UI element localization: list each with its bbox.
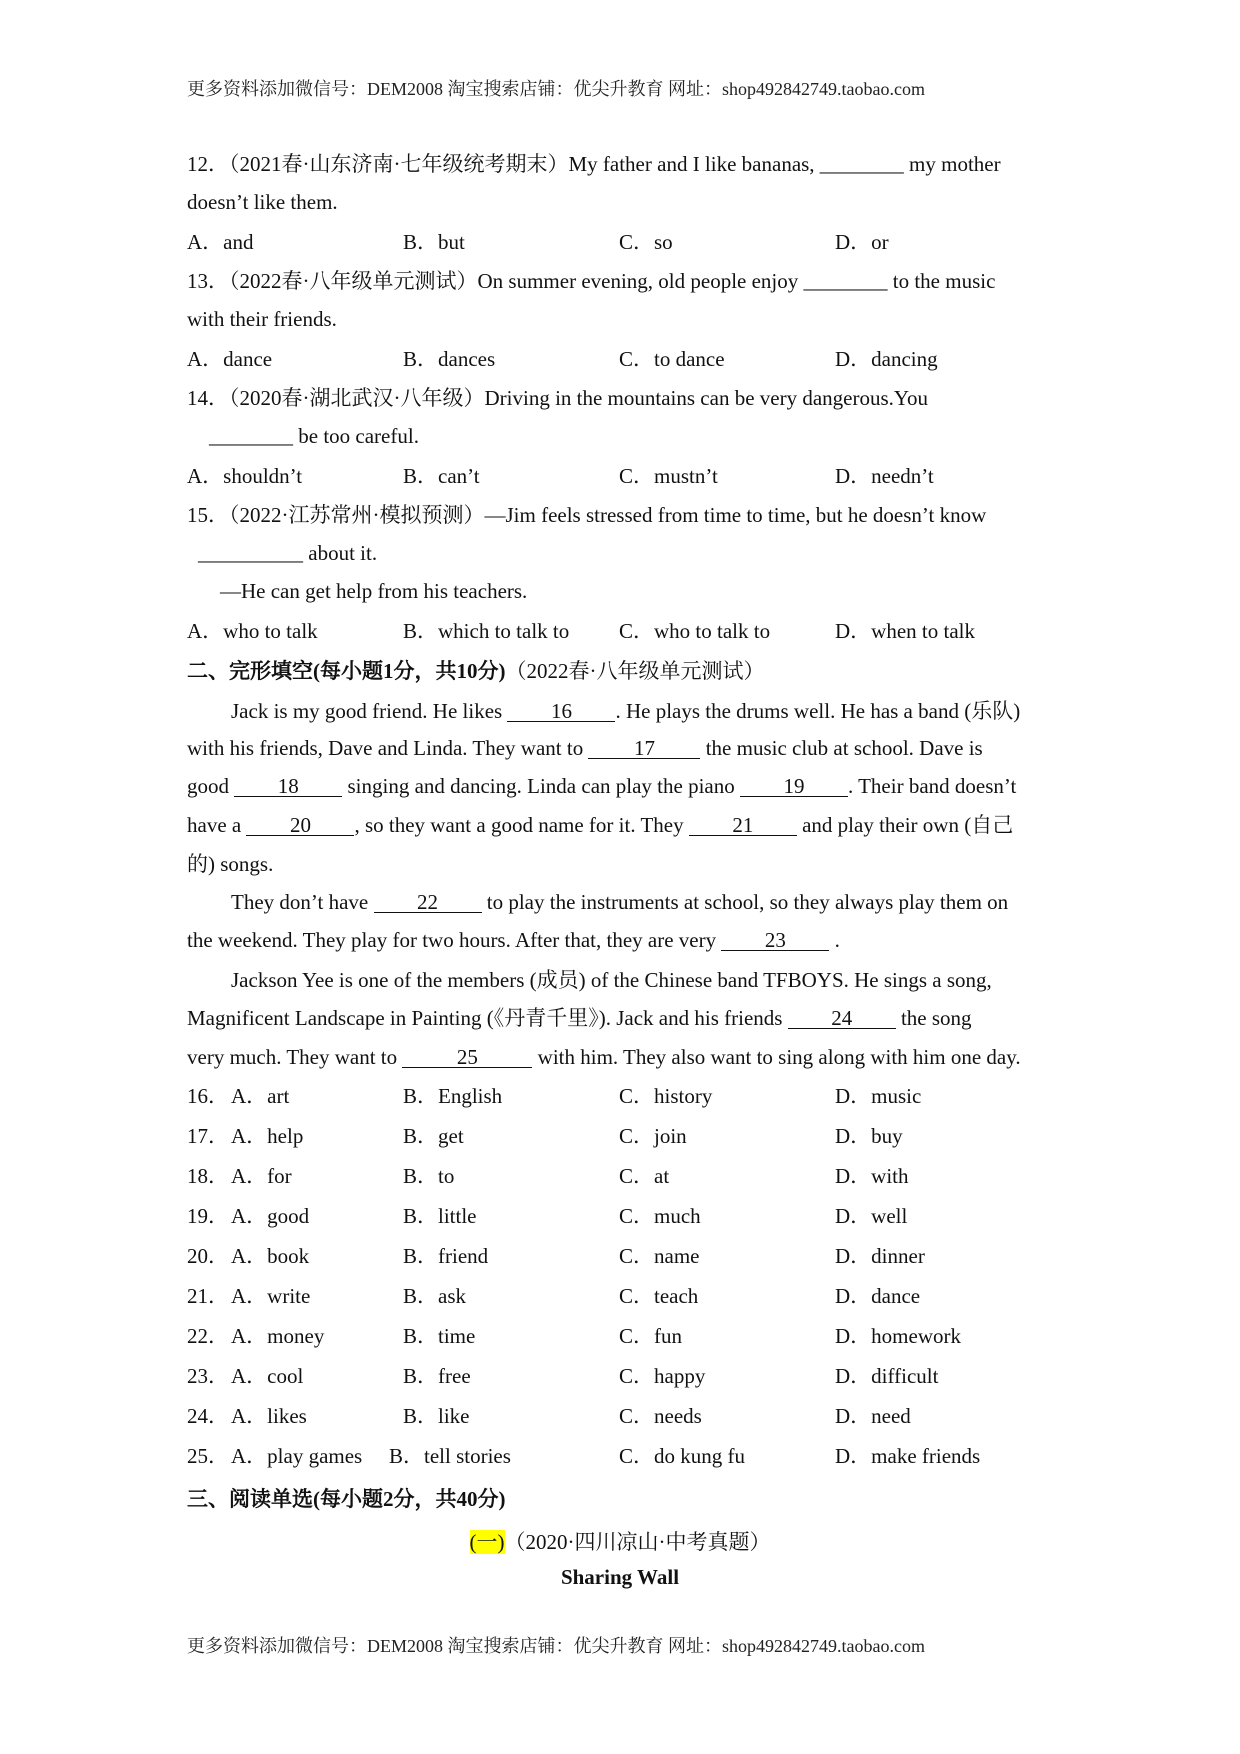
q13-option-c[interactable]: C．to dance [619, 347, 725, 371]
option-d[interactable]: D．make friends [835, 1444, 981, 1468]
q14-option-b[interactable]: B．can’t [403, 464, 480, 488]
q15-option-d[interactable]: D．when to talk [835, 619, 975, 643]
option-b[interactable]: B．time [403, 1324, 476, 1348]
q14-option-d[interactable]: D．needn’t [835, 464, 934, 488]
section-3-heading: 三、阅读单选(每小题2分，共40分) [187, 1487, 506, 1511]
option-c[interactable]: C．history [619, 1084, 713, 1108]
section-2-title: 二、完形填空(每小题1分，共10分) [187, 659, 506, 683]
option-a[interactable]: A．art [231, 1084, 290, 1108]
option-a[interactable]: A．good [231, 1204, 310, 1228]
question-number: 24． [187, 1404, 229, 1428]
option-b[interactable]: B．little [403, 1204, 477, 1228]
blank-21[interactable]: 21 [689, 815, 797, 836]
page-footer: 更多资料添加微信号：DEM2008 淘宝搜索店铺：优尖升教育 网址：shop492842749.taobao.com [187, 1636, 925, 1656]
option-d[interactable]: D．dance [835, 1284, 921, 1308]
blank-18[interactable]: 18 [234, 776, 342, 797]
question-number: 18． [187, 1164, 229, 1188]
option-a[interactable]: A．write [231, 1284, 311, 1308]
page-header: 更多资料添加微信号：DEM2008 淘宝搜索店铺：优尖升教育 网址：shop492842749.taobao.com [187, 79, 925, 99]
option-d[interactable]: D．difficult [835, 1364, 939, 1388]
question-number: 16． [187, 1084, 229, 1108]
option-a[interactable]: A．likes [231, 1404, 307, 1428]
option-d[interactable]: D．homework [835, 1324, 961, 1348]
passage-title: Sharing Wall [560, 1565, 680, 1589]
option-a[interactable]: A．cool [231, 1364, 304, 1388]
q12-option-a[interactable]: A．and [187, 230, 254, 254]
blank-20[interactable]: 20 [246, 815, 354, 836]
option-c[interactable]: C．needs [619, 1404, 702, 1428]
option-c[interactable]: C．fun [619, 1324, 682, 1348]
option-b[interactable]: B．friend [403, 1244, 489, 1268]
q12-option-d[interactable]: D．or [835, 230, 889, 254]
passage-line: very much. They want to 25 with him. They also want to sing along with him one day. [187, 1045, 1021, 1069]
passage-line: They don’t have 22 to play the instruments at school, so they always play them on [231, 890, 1009, 914]
option-b[interactable]: B．ask [403, 1284, 466, 1308]
option-a[interactable]: A．for [231, 1164, 292, 1188]
option-d[interactable]: D．dinner [835, 1244, 925, 1268]
q13-stem: 13．（2022春·八年级单元测试）On summer evening, old people enjoy ________ to the music [187, 269, 996, 293]
passage-line: Jack is my good friend. He likes 16 . He plays the drums well. He has a band (乐队) [231, 699, 1021, 723]
question-number: 23． [187, 1364, 229, 1388]
section-2-heading [187, 659, 765, 683]
q15-option-c[interactable]: C．who to talk to [619, 619, 771, 643]
option-c[interactable]: C．happy [619, 1364, 706, 1388]
blank-23[interactable]: 23 [721, 930, 829, 951]
q14-stem-cont: ________ be too careful. [209, 424, 419, 448]
option-c[interactable]: C．at [619, 1164, 670, 1188]
q12-option-c[interactable]: C．so [619, 230, 673, 254]
blank-19[interactable]: 19 [740, 776, 848, 797]
question-number: 20． [187, 1244, 229, 1268]
option-c[interactable]: C．much [619, 1204, 701, 1228]
option-d[interactable]: D．well [835, 1204, 908, 1228]
option-a[interactable]: A．help [231, 1124, 304, 1148]
question-number: 22． [187, 1324, 229, 1348]
option-a[interactable]: A．money [231, 1324, 325, 1348]
blank-24[interactable]: 24 [788, 1008, 896, 1029]
blank-25[interactable]: 25 [402, 1047, 532, 1068]
option-c[interactable]: C．join [619, 1124, 687, 1148]
q15-reply: —He can get help from his teachers. [220, 579, 528, 603]
passage-line: good 18 singing and dancing. Linda can play the piano 19 . Their band doesn’t [187, 774, 1017, 798]
option-b[interactable]: B．to [403, 1164, 455, 1188]
passage-line: have a 20 , so they want a good name for it. They 21 and play their own (自己 [187, 813, 1014, 837]
blank-17[interactable]: 17 [588, 738, 700, 759]
q12-stem-cont: doesn’t like them. [187, 190, 338, 214]
q14-stem: 14．（2020春·湖北武汉·八年级）Driving in the mountains can be very dangerous.You [187, 386, 928, 410]
passage-line: Jackson Yee is one of the members (成员) of the Chinese band TFBOYS. He sings a song, [231, 968, 992, 992]
option-a[interactable]: A．book [231, 1244, 310, 1268]
option-b[interactable]: B．free [403, 1364, 471, 1388]
option-d[interactable]: D．with [835, 1164, 909, 1188]
section-2-source: （2022春·八年级单元测试） [505, 659, 765, 683]
q14-option-c[interactable]: C．mustn’t [619, 464, 718, 488]
q12-stem: 12．（2021春·山东济南·七年级统考期末）My father and I like bananas, ________ my mother [187, 152, 1001, 176]
passage-line: 的) songs. [187, 852, 274, 876]
q15-stem-cont: __________ about it. [198, 541, 378, 565]
part-source: （2020·四川凉山·中考真题） [504, 1530, 771, 1554]
question-number: 17． [187, 1124, 229, 1148]
q15-option-b[interactable]: B．which to talk to [403, 619, 570, 643]
option-c[interactable]: C．do kung fu [619, 1444, 745, 1468]
blank-22[interactable]: 22 [374, 892, 482, 913]
part-label: (一) [469, 1530, 505, 1554]
q15-stem: 15．（2022·江苏常州·模拟预测）—Jim feels stressed from time to time, but he doesn’t know [187, 503, 987, 527]
q12-option-b[interactable]: B．but [403, 230, 465, 254]
option-d[interactable]: D．need [835, 1404, 911, 1428]
option-a[interactable]: A．play games [231, 1444, 363, 1468]
option-b[interactable]: B．English [403, 1084, 503, 1108]
question-number: 21． [187, 1284, 229, 1308]
question-number: 19． [187, 1204, 229, 1228]
blank-16[interactable]: 16 [507, 701, 615, 722]
option-d[interactable]: D．buy [835, 1124, 903, 1148]
q13-stem-cont: with their friends. [187, 307, 337, 331]
option-b[interactable]: B．get [403, 1124, 464, 1148]
q13-option-d[interactable]: D．dancing [835, 347, 938, 371]
question-number: 25． [187, 1444, 229, 1468]
passage-line: Magnificent Landscape in Painting (《丹青千里》). Jack and his friends 24 the song [187, 1006, 972, 1030]
option-b[interactable]: B．like [403, 1404, 470, 1428]
reading-part-heading [0, 1526, 1240, 1556]
passage-line: the weekend. They play for two hours. After that, they are very 23 . [187, 928, 840, 952]
q15-option-a[interactable]: A．who to talk [187, 619, 318, 643]
option-d[interactable]: D．music [835, 1084, 922, 1108]
option-b[interactable]: B．tell stories [389, 1444, 511, 1468]
option-c[interactable]: C．name [619, 1244, 700, 1268]
q13-option-b[interactable]: B．dances [403, 347, 496, 371]
option-c[interactable]: C．teach [619, 1284, 699, 1308]
q14-option-a[interactable]: A．shouldn’t [187, 464, 303, 488]
passage-line: with his friends, Dave and Linda. They want to 17 the music club at school. Dave is [187, 736, 983, 760]
q13-option-a[interactable]: A．dance [187, 347, 273, 371]
